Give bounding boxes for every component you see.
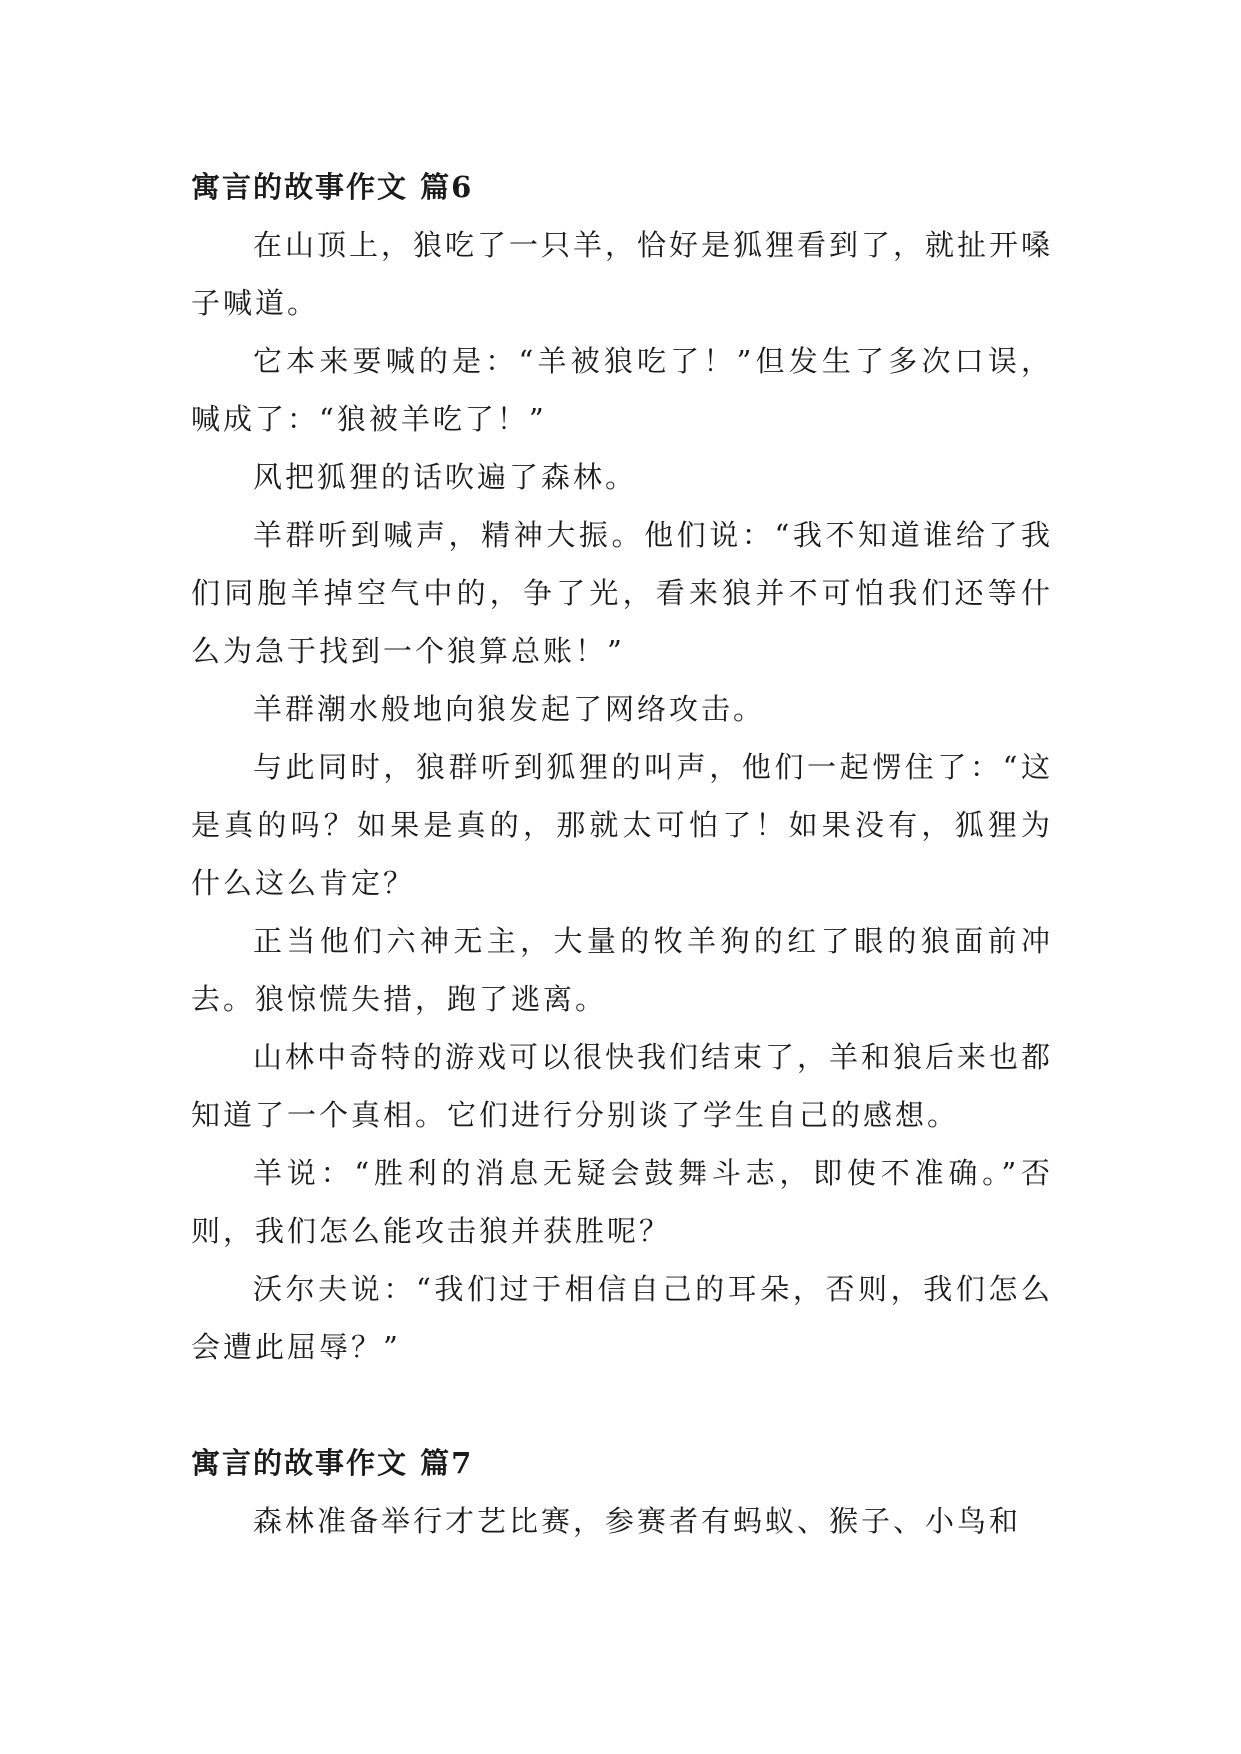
section-heading: 寓言的故事作文 篇6 xyxy=(191,170,474,204)
paragraph: 风把狐狸的话吹遍了森林。 xyxy=(253,460,638,494)
document-body xyxy=(191,158,1053,1550)
section-heading: 寓言的故事作文 篇7 xyxy=(191,1446,474,1480)
paragraph: 它本来要喊的是：“羊被狼吃了！”但发生了多次口误，喊成了：“狼被羊吃了！” xyxy=(191,344,1053,436)
paragraph: 羊群听到喊声，精神大振。他们说：“我不知道谁给了我们同胞羊掉空气中的，争了光，看来狼并不可怕我们还等什么为急于找到一个狼算总账！” xyxy=(191,518,1053,668)
section-spacer xyxy=(191,1376,1053,1434)
paragraph: 羊说：“胜利的消息无疑会鼓舞斗志，即使不准确。”否则，我们怎么能攻击狼并获胜呢？ xyxy=(191,1156,1053,1248)
paragraph: 正当他们六神无主，大量的牧羊狗的红了眼的狼面前冲去。狼惊慌失措，跑了逃离。 xyxy=(191,924,1053,1016)
paragraph: 羊群潮水般地向狼发起了网络攻击。 xyxy=(253,692,766,726)
paragraph: 山林中奇特的游戏可以很快我们结束了，羊和狼后来也都知道了一个真相。它们进行分别谈了学生自己的感想。 xyxy=(191,1040,1054,1132)
paragraph: 沃尔夫说：“我们过于相信自己的耳朵，否则，我们怎么会遭此屈辱？” xyxy=(191,1272,1053,1364)
essay-section-7 xyxy=(191,1434,1053,1550)
paragraph: 森林准备举行才艺比赛，参赛者有蚂蚁、猴子、小鸟和 xyxy=(253,1504,1022,1538)
paragraph: 在山顶上，狼吃了一只羊，恰好是狐狸看到了，就扯开嗓子喊道。 xyxy=(191,228,1054,320)
paragraph: 与此同时，狼群听到狐狸的叫声，他们一起愣住了：“这是真的吗？如果是真的，那就太可怕了！如果没有，狐狸为什么这么肯定？ xyxy=(191,750,1053,900)
essay-section-6 xyxy=(191,158,1053,1376)
